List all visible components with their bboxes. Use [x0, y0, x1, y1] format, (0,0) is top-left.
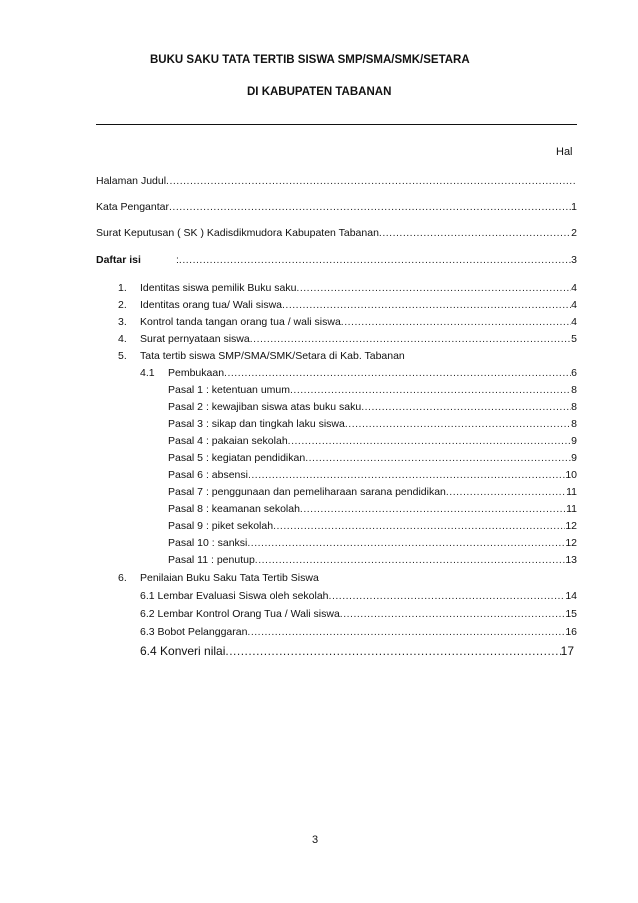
- toc-page: 3: [571, 254, 577, 266]
- toc-leader: [248, 469, 565, 481]
- toc-label: Pembukaan: [168, 367, 225, 379]
- toc-entry-halaman-judul: [96, 175, 577, 189]
- toc-label: 6.2 Lembar Kontrol Orang Tua / Wali siswa: [140, 608, 340, 620]
- toc-page: 9: [571, 435, 577, 447]
- toc-page: 11: [566, 503, 577, 515]
- toc-leader: [379, 227, 571, 239]
- toc-pasal: [168, 554, 577, 568]
- toc-item: [118, 572, 577, 586]
- toc-subitem: [140, 590, 577, 604]
- toc-page: 8: [571, 401, 577, 413]
- toc-leader: [361, 401, 571, 413]
- toc-page: 4: [571, 316, 577, 328]
- toc-leader: [247, 626, 565, 638]
- toc-label: Pasal 5 : kegiatan pendidikan: [168, 452, 306, 464]
- toc-pasal: [168, 537, 577, 551]
- toc-leader: [305, 452, 571, 464]
- toc-pasal: [168, 503, 577, 517]
- toc-page: 12: [565, 520, 577, 532]
- toc-number: 4.1: [140, 367, 155, 379]
- toc-subitem: [140, 367, 577, 381]
- toc-entry-surat-keputusan: [96, 227, 577, 241]
- toc-number: 1.: [118, 282, 127, 294]
- toc-leader: [179, 254, 571, 266]
- toc-pasal: [168, 469, 577, 483]
- page-number: 3: [312, 834, 319, 846]
- toc-page: 14: [565, 590, 577, 602]
- toc-label: Halaman Judul: [96, 175, 167, 187]
- toc-label: Pasal 2 : kewajiban siswa atas buku saku: [168, 401, 362, 413]
- toc-number: 3.: [118, 316, 127, 328]
- toc-leader: [247, 537, 565, 549]
- document-subtitle: DI KABUPATEN TABANAN: [247, 86, 392, 98]
- toc-item: [118, 316, 577, 330]
- toc-label: Pasal 1 : ketentuan umum: [168, 384, 290, 396]
- toc-label: Surat Keputusan ( SK ) Kadisdikmudora Kabupaten Tabanan: [96, 227, 379, 239]
- header-divider: [96, 124, 577, 125]
- toc-item: [118, 282, 577, 296]
- toc-item: [118, 350, 577, 364]
- toc-page: 17: [560, 644, 574, 658]
- toc-label: Pasal 4 : pakaian sekolah: [168, 435, 288, 447]
- toc-page: 13: [565, 554, 577, 566]
- toc-page: 8: [571, 384, 577, 396]
- toc-label: Pasal 6 : absensi: [168, 469, 248, 481]
- toc-item: [118, 333, 577, 347]
- toc-leader: [329, 590, 566, 602]
- toc-leader: [166, 175, 577, 187]
- toc-subitem: [140, 626, 577, 640]
- toc-item: [118, 299, 577, 313]
- toc-page: 15: [565, 608, 577, 620]
- toc-leader: [341, 316, 571, 328]
- toc-page: 4: [571, 282, 577, 294]
- toc-page: 8: [571, 418, 577, 430]
- toc-leader: [224, 367, 571, 379]
- page-column-label: Hal: [556, 146, 573, 158]
- toc-page: 16: [565, 626, 577, 638]
- toc-number: 4.: [118, 333, 127, 345]
- toc-colon: :: [176, 254, 179, 266]
- toc-page: 5: [571, 333, 577, 345]
- toc-leader: [255, 554, 566, 566]
- toc-page: 9: [571, 452, 577, 464]
- toc-leader: [345, 418, 571, 430]
- toc-page: 10: [565, 469, 577, 481]
- toc-label: Kontrol tanda tangan orang tua / wali siswa: [140, 316, 341, 328]
- toc-label: Identitas orang tua/ Wali siswa: [140, 299, 283, 311]
- toc-label: Identitas siswa pemilik Buku saku: [140, 282, 297, 294]
- toc-leader: [288, 435, 571, 447]
- toc-subitem: [140, 608, 577, 622]
- toc-page: 4: [571, 299, 577, 311]
- toc-leader: [446, 486, 566, 498]
- toc-label: Pasal 9 : piket sekolah: [168, 520, 274, 532]
- toc-page: 12: [565, 537, 577, 549]
- toc-leader: [296, 282, 571, 294]
- toc-pasal: [168, 452, 577, 466]
- toc-leader: [250, 333, 571, 345]
- toc-pasal: [168, 486, 577, 500]
- document-title: BUKU SAKU TATA TERTIB SISWA SMP/SMA/SMK/SETARA: [150, 54, 470, 66]
- toc-label: Kata Pengantar: [96, 201, 169, 213]
- toc-label: 6.4 Konveri nilai: [140, 644, 226, 658]
- toc-leader: [169, 201, 571, 213]
- toc-leader: [300, 503, 566, 515]
- toc-pasal: [168, 384, 577, 398]
- toc-page: 1: [571, 201, 577, 213]
- toc-label: Pasal 8 : keamanan sekolah: [168, 503, 300, 515]
- toc-subitem: [140, 644, 574, 660]
- toc-entry-daftar-isi: [96, 254, 577, 268]
- toc-page: 2: [571, 227, 577, 239]
- toc-pasal: [168, 418, 577, 432]
- toc-number: 5.: [118, 350, 127, 362]
- toc-leader: [340, 608, 566, 620]
- toc-page: 6: [571, 367, 577, 379]
- toc-leader: [282, 299, 571, 311]
- toc-label: Pasal 7 : penggunaan dan pemeliharaan sarana pendidikan: [168, 486, 446, 498]
- toc-label: Daftar isi: [96, 254, 141, 266]
- toc-pasal: [168, 520, 577, 534]
- toc-label: Tata tertib siswa SMP/SMA/SMK/Setara di Kab. Tabanan: [140, 350, 405, 362]
- toc-page: 11: [566, 486, 577, 498]
- toc-number: 2.: [118, 299, 127, 311]
- toc-leader: [225, 644, 560, 658]
- toc-label: Penilaian Buku Saku Tata Tertib Siswa: [140, 572, 319, 584]
- toc-label: 6.3 Bobot Pelanggaran: [140, 626, 248, 638]
- toc-label: Surat pernyataan siswa: [140, 333, 250, 345]
- toc-label: Pasal 3 : sikap dan tingkah laku siswa: [168, 418, 345, 430]
- toc-label: Pasal 10 : sanksi: [168, 537, 248, 549]
- toc-pasal: [168, 401, 577, 415]
- toc-number: 6.: [118, 572, 127, 584]
- toc-leader: [273, 520, 565, 532]
- toc-pasal: [168, 435, 577, 449]
- toc-leader: [290, 384, 571, 396]
- toc-entry-kata-pengantar: [96, 201, 577, 215]
- toc-label: 6.1 Lembar Evaluasi Siswa oleh sekolah: [140, 590, 329, 602]
- toc-label: Pasal 11 : penutup: [168, 554, 255, 566]
